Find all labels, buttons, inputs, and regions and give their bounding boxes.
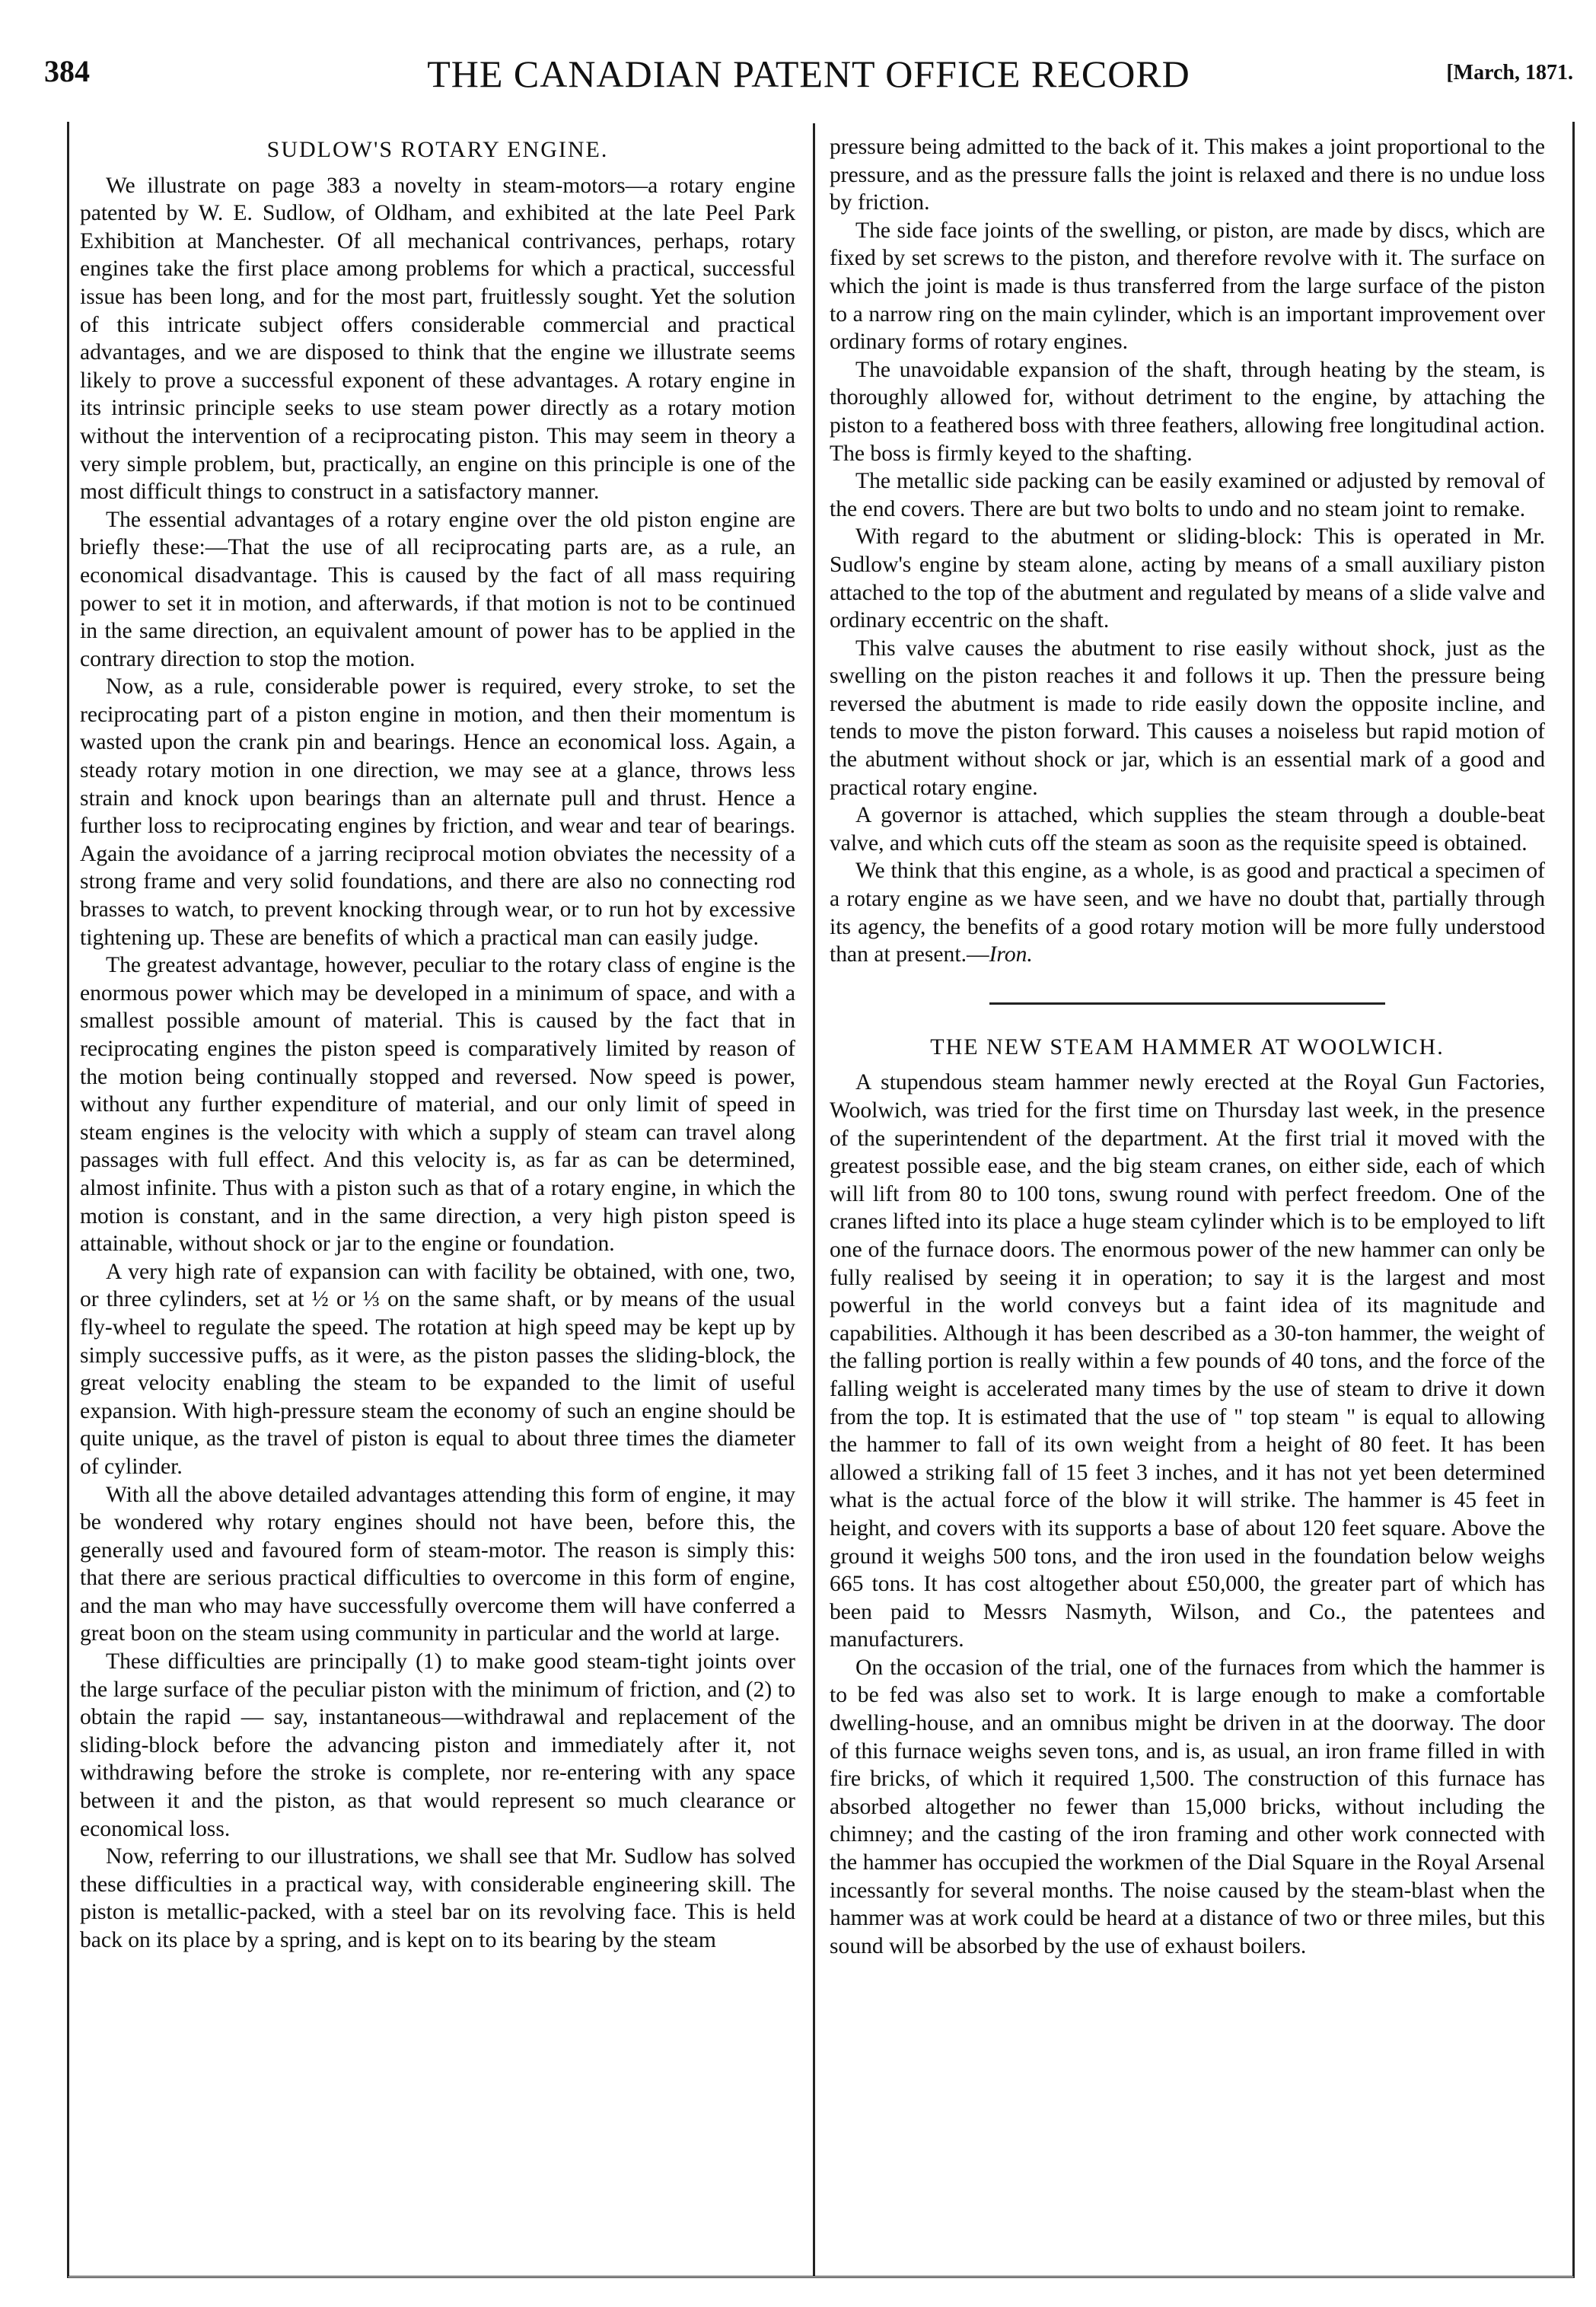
article-paragraph: The metallic side packing can be easily examined or adjusted by removal of the end covers. There are but two bolts to undo and no steam joint to remake. [830, 469, 1545, 521]
right-column [830, 133, 1545, 1960]
page-header [44, 47, 1573, 100]
article-paragraph: A governor is attached, which supplies the steam through a double-beat valve, and which cuts off the steam as soon as the requisite speed is obtained. [830, 803, 1545, 856]
article-closing-paragraph [830, 857, 1545, 968]
article-separator [989, 1002, 1385, 1005]
article-paragraph: The unavoidable expansion of the shaft, through heating by the steam, is thoroughly allowed for, without detriment to the engine, by attaching the piston to a feathered boss with three feathers, allowing free longitudinal action. The boss is firmly keyed to the shafting. [830, 357, 1545, 466]
column-divider [813, 123, 815, 2276]
article-title-rotary-engine: SUDLOW'S ROTARY ENGINE. [266, 137, 609, 162]
article-paragraph: A stupendous steam hammer newly erected at the Royal Gun Factories, Woolwich, was tried for the first time on Thursday last week, in the presence of the superintendent of the department. At the first trial it moved with the greatest possible ease, and the big steam cranes, on either side, each of which will lift from 80 to 100 tons, swung round with perfect freedom. One of the cranes lifted into its place a huge steam cylinder which is to be employed to lift one of the furnace doors. The enormous power of the new hammer can only be fully realised by seeing it in operation; to say it is the largest and most powerful in the world conveys but a faint idea of its magnitude and capabilities. Although it has been described as a 30-ton hammer, the weight of the falling portion is really within a few pounds of 40 tons, and the force of the falling weight is accelerated many times by the use of steam to drive it down from the top. It is estimated that the use of " top steam " is equal to allowing the hammer to fall of its own weight from a height of 80 feet. It has been allowed a striking fall of 15 feet 3 inches, and it has not yet been determined what is the actual force of the blow it will strike. The hammer is 45 feet in height, and covers with its supports a base of about 120 feet square. Above the ground it weighs 500 tons, and the iron used in the foundation below weighs 665 tons. It has cost altogether about £50,000, the greater part of which has been paid to Messrs Nasmyth, Wilson, and Co., the patentees and manufacturers. [830, 1070, 1545, 1652]
source-credit: Iron. [989, 942, 1033, 967]
article-paragraph: With regard to the abutment or sliding-block: This is operated in Mr. Sudlow's engine by steam alone, acting by means of a small auxiliary piston attached to the top of the abutment and regulated by means of a slide valve and ordinary eccentric on the shaft. [830, 524, 1545, 633]
article-paragraph: With all the above detailed advantages attending this form of engine, it may be wondered why rotary engines should not have been, before this, the generally used and favoured form of steam-motor. The reason is simply this: that there are serious practical difficulties to overcome in this form of engine, and the man who may have successfully overcome them will have conferred a great boon on the steam using community in particular and the world at large. [80, 1482, 795, 1646]
article-paragraph: On the occasion of the trial, one of the furnaces from which the hammer is to be fed was also set to work. It is large enough to make a comfortable dwelling-house, and an omnibus might be driven in at the doorway. The door of this furnace weighs seven tons, and is, as usual, an iron frame filled in with fire bricks, of which it required 1,500. The construction of this furnace has absorbed altogether no fewer than 15,000 bricks, without including the chimney; and the casting of the iron framing and other work connected with the hammer has occupied the workmen of the Dial Square in the Royal Arsenal incessantly for several months. The noise caused by the steam-blast when the hammer was at work could be heard at a distance of two or three miles, but this sound will be absorbed by the use of exhaust boilers. [830, 1655, 1545, 1958]
left-column [80, 133, 795, 1955]
article-paragraph: pressure being admitted to the back of it. This makes a joint proportional to the pressure, and as the pressure falls the joint is relaxed and there is no undue loss by friction. [830, 135, 1545, 215]
issue-date: [March, 1871. [1446, 61, 1573, 84]
page-number: 384 [44, 54, 90, 88]
article-paragraph: The essential advantages of a rotary engine over the old piston engine are briefly these:—That the use of all reciprocating parts are, as a rule, an economical disadvantage. This is caused by the fact of all mass requiring power to set it in motion, and afterwards, if that motion is not to be continued in the same direction, an equivalent amount of power has to be applied in the contrary direction to stop the motion. [80, 507, 795, 671]
article-paragraph: A very high rate of expansion can with facility be obtained, with one, two, or three cylinders, set at ½ or ⅓ on the same shaft, or by means of the usual fly-wheel to regulate the speed. The rotation at high speed may be kept up by simply successive puffs, as it were, as the piston passes the sliding-block, the great velocity enabling the steam to be expanded to the limit of useful expansion. With high-pressure steam the economy of such an engine should be quite unique, as the travel of piston is equal to about three times the diameter of cylinder. [80, 1259, 795, 1479]
article-paragraph: These difficulties are principally (1) to make good steam-tight joints over the large surface of the peculiar piston with the minimum of friction, and (2) to obtain the rapid — say, instantaneous—withdrawal and replacement of the sliding-block before the advancing piston and immediately after it, not withdrawing before the stroke is complete, nor re-entering with any space between it and the piston, as that would represent so much clearance or economical loss. [80, 1649, 795, 1841]
journal-title: THE CANADIAN PATENT OFFICE RECORD [427, 53, 1190, 95]
article-paragraph: Now, referring to our illustrations, we shall see that Mr. Sudlow has solved these difficulties in a practical way, with considerable engineering skill. The piston is metallic-packed, with a steel bar on its revolving face. This is held back on its place by a spring, and is kept on to its bearing by the steam [80, 1844, 795, 1952]
closing-text: We think that this engine, as a whole, is as good and practical a specimen of a rotary engine as we have seen, and we have no doubt that, partially through its agency, the benefits of a good rotary motion will be more fully understood than at present.— [830, 859, 1545, 967]
article-paragraph: This valve causes the abutment to rise easily without shock, just as the swelling on the piston reaches it and follows it up. Then the pressure being reversed the abutment is made to ride easily down the opposite incline, and tends to move the piston forward. This causes a noiseless but rapid motion of the abutment without shock or jar, which is an essential mark of a good and practical rotary engine. [830, 636, 1545, 800]
article-paragraph: The side face joints of the swelling, or piston, are made by discs, which are fixed by set screws to the piston, and therefore revolve with it. The surface on which the joint is made is thus transferred from the large surface of the piston to a narrow ring on the main cylinder, which is an important improvement over ordinary forms of rotary engines. [830, 218, 1545, 355]
article-paragraph: Now, as a rule, considerable power is required, every stroke, to set the reciprocating part of a piston engine in motion, and then their momentum is wasted upon the crank pin and bearings. Hence an economical loss. Again, a steady rotary motion in one direction, we may see at a glance, throws less strain and knock upon bearings than an alternate pull and thrust. Hence a further loss to reciprocating engines by friction, and wear and tear of bearings. Again the avoidance of a jarring reciprocal motion obviates the necessity of a strong frame and very solid foundations, and there are also no connecting rod brasses to watch, to prevent knocking through wear, or to run hot by excessive tightening up. These are benefits of which a practical man can easily judge. [80, 674, 795, 950]
article-paragraph: We illustrate on page 383 a novelty in steam-motors—a rotary engine patented by W. E. Sudlow, of Oldham, and exhibited at the late Peel Park Exhibition at Manchester. Of all mechanical contrivances, perhaps, rotary engines take the first place among problems for which a practical, successful issue has been long, and for the most part, fruitlessly sought. Yet the solution of this intricate subject offers considerable commercial and practical advantages, and we are disposed to think that the engine we illustrate seems likely to prove a successful exponent of these advantages. A rotary engine in its intrinsic principle seeks to use steam power directly as a rotary motion without the intervention of a reciprocating piston. This may seem in theory a very simple problem, but, practically, an engine on this principle is one of the most difficult things to construct in a satisfactory manner. [80, 173, 795, 505]
article-title-steam-hammer: THE NEW STEAM HAMMER AT WOOLWICH. [930, 1034, 1445, 1059]
article-paragraph: The greatest advantage, however, peculiar to the rotary class of engine is the enormous power which may be developed in a minimum of space, and with a smallest possible amount of material. This is caused by the fact that in reciprocating engines the piston speed is comparatively limited by reason of the motion being continually stopped and reversed. Now speed is power, without any further expenditure of material, and our only limit of speed in steam engines is the velocity with which a supply of steam can travel along passages with full effect. And this velocity is, as far as can be determined, almost infinite. Thus with a piston such as that of a rotary engine, in which the motion is constant, and in the same direction, a very high piston speed is attainable, without shock or jar to the engine or foundation. [80, 953, 795, 1257]
